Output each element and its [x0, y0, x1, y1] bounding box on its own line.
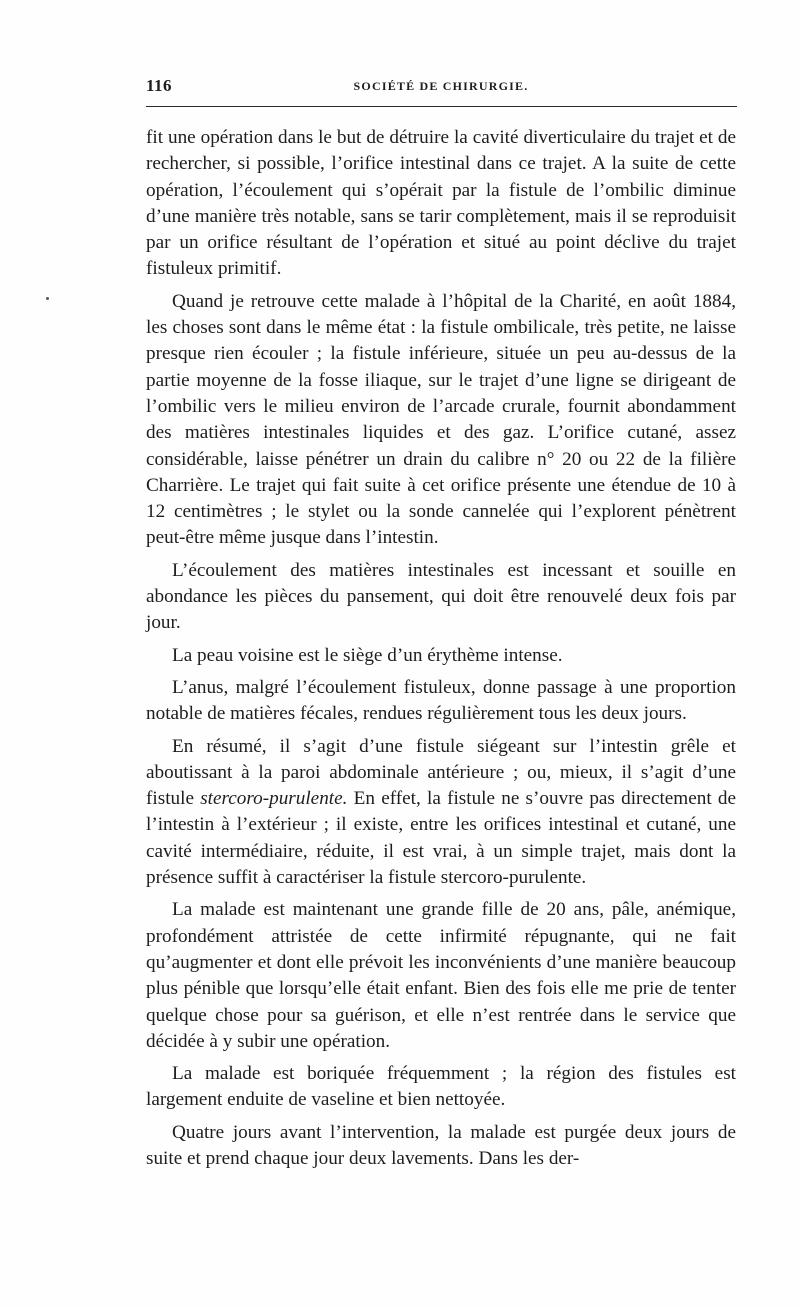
paragraph-3: L’écoulement des matières intestinales est incessant et souille en abondance les pièces du pansement, qui doit être renouvelé deux fois par jour. [146, 559, 736, 634]
paragraph-6-emphasis: stercoro-purulente. [200, 788, 348, 810]
page-number: 116 [146, 76, 173, 95]
running-title: SOCIÉTÉ DE CHIRURGIE. [353, 79, 529, 93]
paragraph-1: fit une opération dans le but de détruire la cavité diverticulaire du trajet et de rechercher, si possible, l’orifice intestinal dans ce trajet. A la suite de cette opération, l’écoulement qui s’opérait par la fistule de l’ombilic diminue d’une manière très notable, sans se tarir complètement, mais il se reproduisit par un orifice résultant de l’opération et situé au point déclive du trajet fistuleux primitif. [146, 127, 736, 280]
paragraph-9: Quatre jours avant l’intervention, la malade est purgée deux jours de suite et prend chaque jour deux lavements. Dans les der- [146, 1121, 736, 1169]
paragraph-2: Quand je retrouve cette malade à l’hôpital de la Charité, en août 1884, les choses sont dans le même état : la fistule ombilicale, très petite, ne laisse presque rien écouler ; la fistule inférieure, située un peu au-dessus de la partie moyenne de la fosse iliaque, sur le trajet d’une ligne se dirigeant de l’ombilic vers le milieu environ de l’arcade crurale, fournit abondamment des matières intestinales liquides et des gaz. L’orifice cutané, assez considérable, laisse pénétrer un drain du calibre n° 20 ou 22 de la filière Charrière. Le trajet qui fait suite à cet orifice présente une étendue de 10 à 12 centimètres ; le stylet ou la sonde cannelée qui l’explorent pénètrent peut-être même jusque dans l’intestin. [146, 290, 736, 549]
paragraph-7: La malade est maintenant une grande fille de 20 ans, pâle, anémique, profondément attristée de cette infirmité répugnante, qui ne fait qu’augmenter et dont elle prévoit les inconvénients d’une manière beaucoup plus pénible que lorsqu’elle était enfant. Bien des fois elle me prie de tenter quelque chose pour sa guérison, et elle n’est rentrée dans le service que décidée à y subir une opération. [146, 899, 736, 1052]
paragraph-4: La peau voisine est le siège d’un érythème intense. [172, 644, 563, 666]
paragraph-8: La malade est boriquée fréquemment ; la région des fistules est largement enduite de vaseline et bien nettoyée. [146, 1063, 736, 1111]
page-header [146, 76, 736, 100]
paragraph-5: L’anus, malgré l’écoulement fistuleux, donne passage à une proportion notable de matières fécales, rendues régulièrement tous les deux jours. [146, 676, 736, 725]
margin-mark [46, 297, 49, 300]
body-text [146, 125, 736, 1178]
paragraph-6 [146, 734, 736, 892]
header-rule [146, 106, 737, 107]
paragraph-6-text-after: En effet, la fistule ne s’ouvre pas directement de l’intestin à l’extérieur ; il existe, entre les orifices intestinal et cutané, une cavité intermédiaire, réduite, il est vrai, à un simple trajet, mais dont la présence suffit à caractériser la fistule stercoro-purulente. [146, 788, 736, 889]
paragraph-6-text-before: En résumé, il s’agit d’une fistule siégeant sur l’intestin grêle et aboutissant à la paroi abdominale antérieure ; ou, mieux, il s’agit d’une fistule [146, 735, 736, 810]
